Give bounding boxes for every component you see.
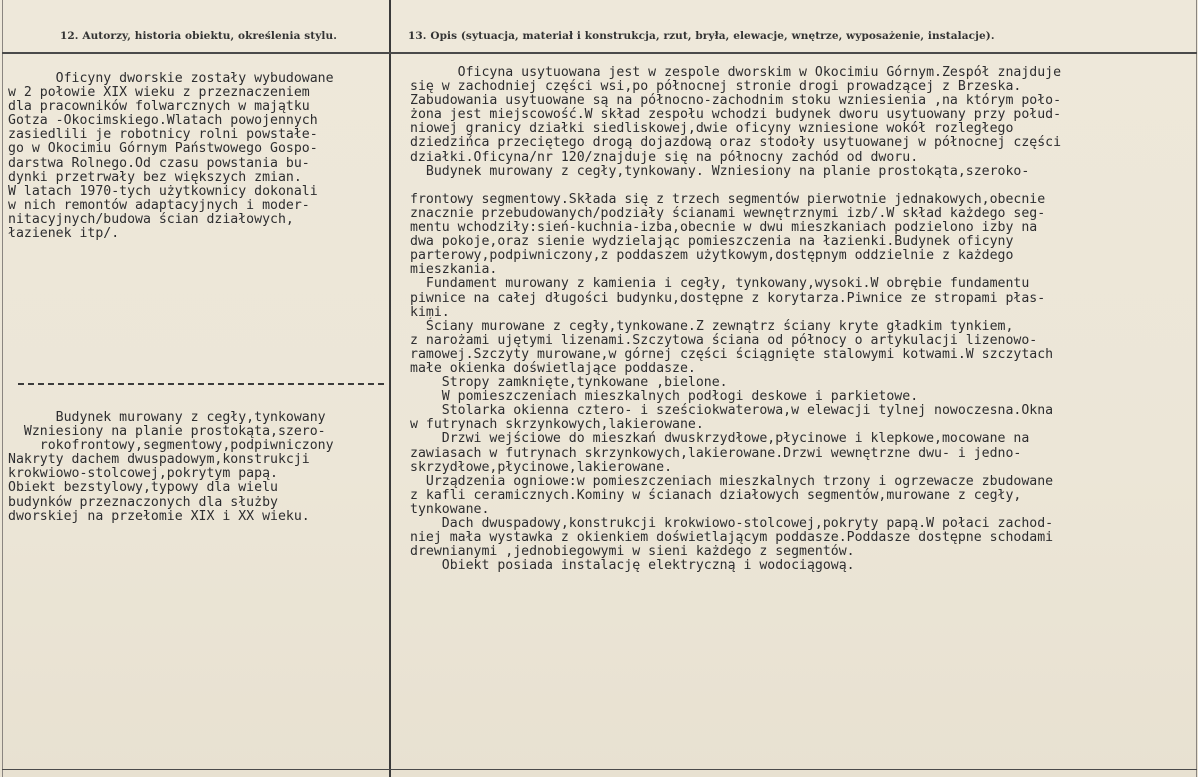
- description-line: skrzydłowe,płycinowe,lakierowane.: [410, 459, 673, 475]
- description-line: Oficyna usytuowana jest w zespole dworskim w Okocimiu Górnym.Zespół znajduje: [410, 65, 1062, 80]
- header-rule: [2, 52, 1197, 54]
- description-line: znacznie przebudowanych/podziały ścianami wewnętrznymi izb/.W skład każdego seg-: [410, 205, 1046, 221]
- description-line: kimi.: [410, 304, 450, 320]
- description-line: żona jest miejscowość.W skład zespołu wchodzi budynek dworu usytuowany przy połud-: [410, 107, 1062, 123]
- history-line: W latach 1970-tych użytkownicy dokonali: [8, 183, 318, 199]
- description-line: frontowy segmentowy.Składa się z trzech segmentów pierwotnie jednakowych,obecnie: [410, 191, 1046, 207]
- description-line: mentu wchodziły:sień-kuchnia-izba,obecnie w dwu mieszkaniach podzielono izby na: [410, 220, 1038, 236]
- column-divider: [389, 0, 391, 777]
- history-line: dla pracowników folwarcznych w majątku: [8, 99, 310, 115]
- description-line: zawiasach w futrynach skrzynkowych,lakierowane.Drzwi wewnętrzne dwu- i jedno-: [410, 445, 1022, 461]
- description-line: dziedzińca przeciętego drogą dojazdową oraz stodoły usytuowanej w północnej części: [410, 135, 1062, 151]
- description-line: Drzwi wejściowe do mieszkań dwuskrzydłowe,płycinowe i klepkowe,mocowane na: [410, 431, 1030, 447]
- description-line: z kafli ceramicznych.Kominy w ścianach działowych segmentów,murowane z cegły,: [410, 487, 1022, 503]
- style-line: rokofrontowy,segmentowy,podpiwniczony: [8, 438, 334, 454]
- description-line: niej mała wystawka z okienkiem doświetlającym poddasze.Poddasze dostępne schodami: [410, 530, 1054, 546]
- style-paragraph: [8, 411, 334, 524]
- history-line: nitacyjnych/budowa ścian działowych,: [8, 211, 294, 227]
- history-line: w 2 połowie XIX wieku z przeznaczeniem: [8, 85, 310, 101]
- style-line: Obiekt bezstylowy,typowy dla wielu: [8, 480, 278, 496]
- dashed-separator: [18, 383, 384, 385]
- history-line: darstwa Rolnego.Od czasu powstania bu-: [8, 155, 310, 171]
- description-line: się w zachodniej części wsi,po północnej stronie drogi prowadzącej z Brzeska.: [410, 79, 1022, 95]
- right-border: [1196, 0, 1197, 777]
- description-line: Fundament murowany z kamienia i cegły, tynkowany,wysoki.W obrębie fundamentu: [410, 276, 1030, 292]
- history-line: dynki przetrwały bez większych zmian.: [8, 169, 302, 185]
- description-text: [410, 66, 1061, 573]
- description-line: tynkowane.: [410, 501, 490, 517]
- style-line: krokwiowo-stolcowej,pokrytym papą.: [8, 466, 278, 482]
- style-line: dworskiej na przełomie XIX i XX wieku.: [8, 508, 310, 524]
- description-line: Obiekt posiada instalację elektryczną i wodociągową.: [410, 558, 855, 574]
- history-paragraph: [8, 72, 334, 241]
- history-line: zasiedlili je robotnicy rolni powstałe-: [8, 127, 318, 143]
- history-line: Gotza -Okocimskiego.Wlatach powojennych: [8, 113, 318, 129]
- history-line: Oficyny dworskie zostały wybudowane: [8, 71, 334, 86]
- style-line: budynków przeznaczonych dla służby: [8, 494, 278, 510]
- description-line: ramowej.Szczyty murowane,w górnej części ściągnięte stalowymi kotwami.W szczytach: [410, 346, 1054, 362]
- description-line: mieszkania.: [410, 262, 498, 278]
- description-line: Dach dwuspadowy,konstrukcji krokwiowo-stolcowej,pokryty papą.W połaci zachod-: [410, 516, 1054, 531]
- left-border: [2, 0, 3, 777]
- description-line: małe okienka doświetlające poddasze.: [410, 360, 696, 376]
- description-line: Urządzenia ogniowe:w pomieszczeniach mieszkalnych trzony i ogrzewacze zbudowane: [410, 473, 1054, 489]
- description-line: działki.Oficyna/nr 120/znajduje się na północny zachód od dworu.: [410, 149, 919, 165]
- history-line: łazienek itp/.: [8, 226, 120, 242]
- section-13-heading: 13. Opis (sytuacja, materiał i konstrukcja, rzut, bryła, elewacje, wnętrze, wyposażenie, instalacje).: [408, 30, 995, 42]
- history-line: go w Okocimiu Górnym Państwowego Gospo-: [8, 141, 318, 157]
- description-line: niowej granicy działki siedliskowej,dwie oficyny wzniesione wokół rozległego: [410, 121, 1014, 137]
- description-line: parterowy,podpiwniczony,z poddaszem użytkowym,dostępnym oddzielnie z każdego: [410, 248, 1014, 264]
- description-line: dwa pokoje,oraz sienie wydzielając pomieszczenia na łazienki.Budynek oficyny: [410, 234, 1014, 250]
- description-line: w futrynach skrzynkowych,lakierowane.: [410, 417, 704, 433]
- description-line: piwnice na całej długości budynku,dostępne z korytarza.Piwnice ze stropami płas-: [410, 290, 1046, 306]
- history-line: w nich remontów adaptacyjnych i moder-: [8, 197, 310, 213]
- description-line: drewnianymi ,jednobiegowymi w sieni każdego z segmentów.: [410, 544, 855, 560]
- description-line: Zabudowania usytuowane są na północno-zachodnim stoku wzniesienia ,na którym poło-: [410, 93, 1062, 109]
- section-12-heading: 12. Autorzy, historia obiektu, określenia stylu.: [60, 30, 338, 42]
- style-line: Nakryty dachem dwuspadowym,konstrukcji: [8, 452, 310, 468]
- style-line: Wzniesiony na planie prostokąta,szero-: [8, 424, 326, 440]
- description-line: z narożami ujętymi lizenami.Szczytowa ściana od północy o artykulacji lizenowo-: [410, 332, 1038, 348]
- description-line: [410, 179, 1061, 193]
- style-line: Budynek murowany z cegły,tynkowany: [8, 410, 326, 425]
- description-line: Budynek murowany z cegły,tynkowany. Wzniesiony na planie prostokąta,szeroko-: [410, 163, 1030, 179]
- bottom-rule: [2, 769, 1197, 770]
- description-line: Ściany murowane z cegły,tynkowane.Z zewnątrz ściany kryte gładkim tynkiem,: [410, 318, 1014, 334]
- description-line: Stolarka okienna cztero- i sześciokwaterowa,w elewacji tylnej nowoczesna.Okna: [410, 403, 1054, 419]
- description-line: Stropy zamknięte,tynkowane ,bielone.: [410, 375, 728, 391]
- description-line: W pomieszczeniach mieszkalnych podłogi deskowe i parkietowe.: [410, 389, 919, 405]
